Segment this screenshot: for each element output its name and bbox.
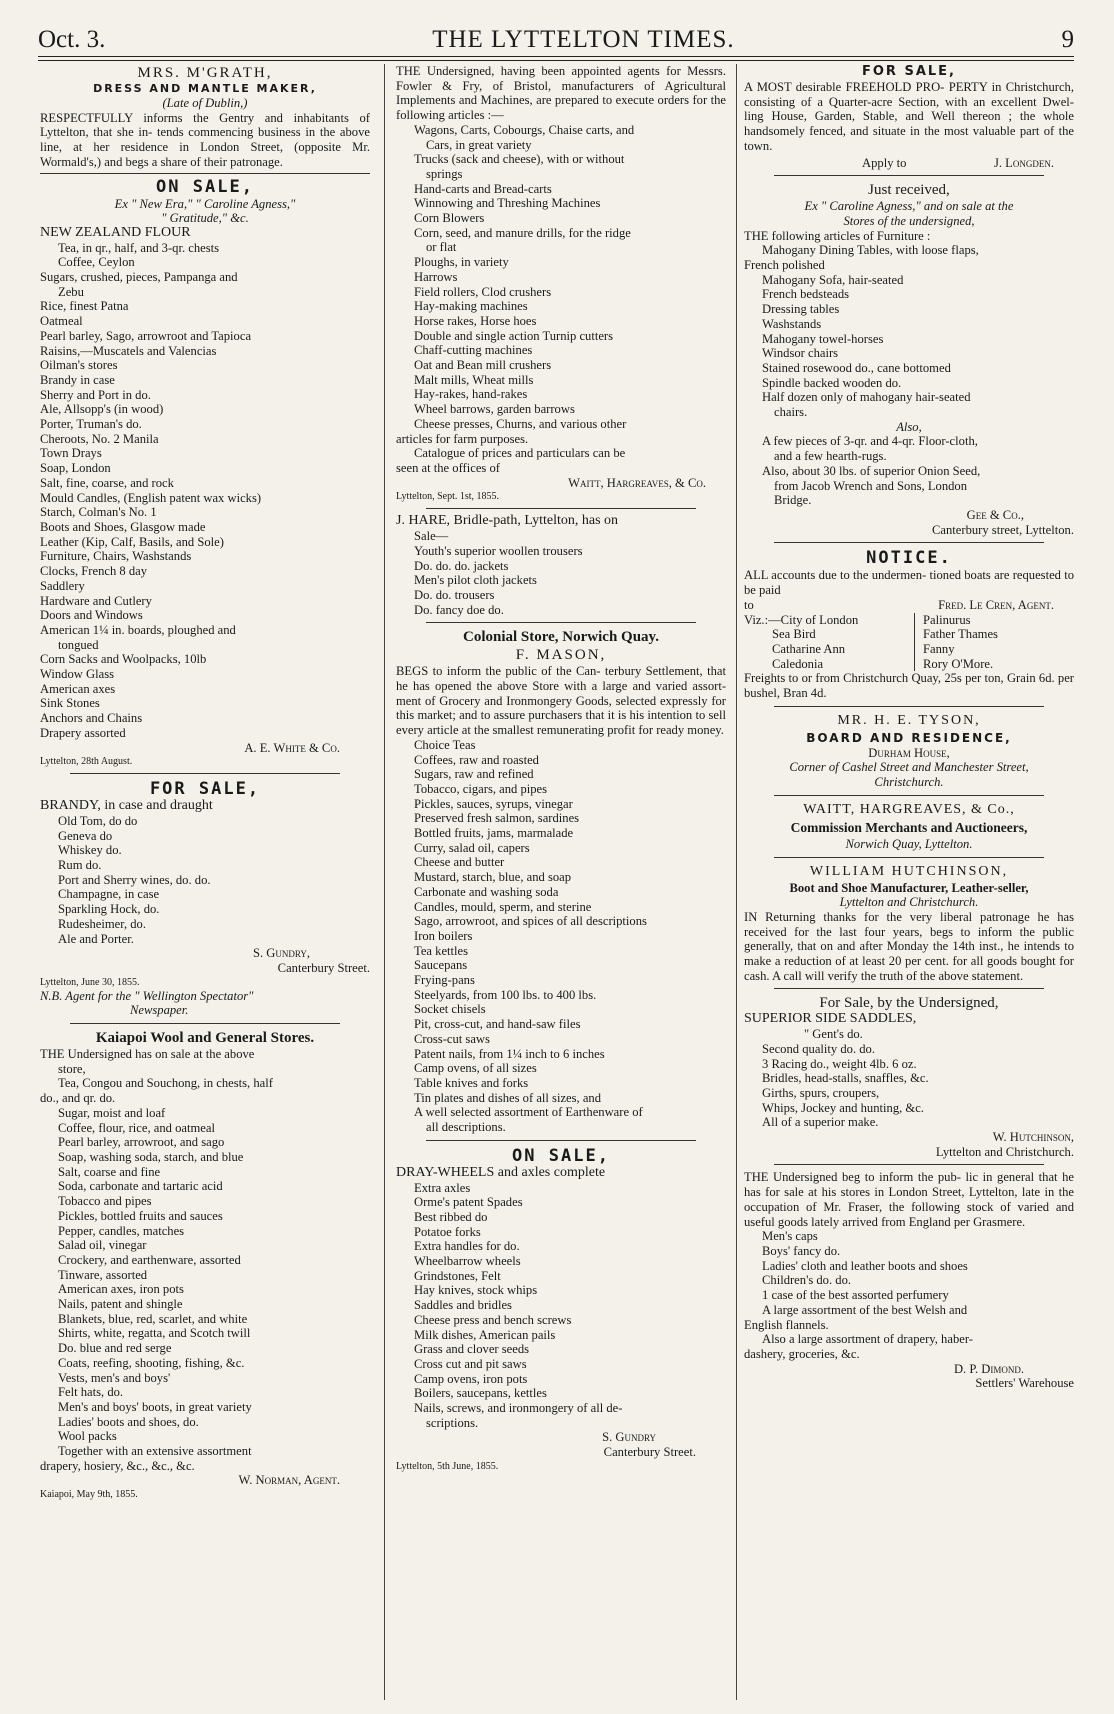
list-item: All of a superior make.: [762, 1115, 879, 1130]
list-item: Steelyards, from 100 lbs. to 400 lbs.: [414, 987, 597, 1002]
ad-freight: Freights to or from Christchurch Quay, 25s per ton, Grain 6d. per bushel, Bran 4d.: [744, 671, 1074, 701]
list-item: Sago, arrowroot, and spices of all descriptions: [414, 914, 647, 929]
list-item: Rice, finest Patna: [40, 299, 129, 314]
list-item: Youth's superior woollen trousers: [414, 543, 583, 558]
list-item: Whips, Jockey and hunting, &c.: [762, 1100, 924, 1115]
list-item: Winnowing and Threshing Machines: [414, 196, 601, 211]
ad-signature: Waitt, Hargreaves, & Co.: [568, 475, 706, 490]
list-item: Boys' fancy do.: [762, 1244, 841, 1258]
list-item: American axes, iron pots: [58, 1282, 184, 1297]
divider: [774, 175, 1044, 176]
list-item: Old Tom, do do: [58, 813, 138, 828]
list-item: Choice Teas: [414, 737, 476, 752]
list-item: Frying-pans: [414, 973, 475, 988]
list-item: Sherry and Port in do.: [40, 387, 151, 402]
ad-waitt-auctioneers: [744, 801, 1074, 852]
list-item: Drapery assorted: [40, 725, 126, 740]
list-item: Nails, screws, and ironmongery of all de-: [414, 1401, 623, 1416]
page-number: 9: [1061, 26, 1074, 53]
list-item: Camp ovens, iron pots: [414, 1371, 528, 1386]
ad-title: MRS. M'GRATH,: [137, 65, 273, 81]
list-item: Ladies' boots and shoes, do.: [58, 1414, 199, 1429]
ad-kaiapoi: [40, 1029, 370, 1501]
ad-forsale-gundry: [40, 779, 370, 1018]
ad-body: RESPECTFULLY informs the Gentry and inhabitants of Lyttelton, that she in- tends commencing business in the above line, at her residence in London Street, (opposite Mr. Wormald's,) and begs a share of their patronage.: [40, 110, 370, 169]
list-item: Stained rosewood do., cane bottomed: [762, 360, 951, 375]
list-item: BRANDY, in case and draught: [40, 798, 213, 814]
list-item: seen at the offices of: [396, 460, 500, 475]
list-item: or flat: [426, 240, 457, 255]
list-item: Tinware, assorted: [58, 1267, 148, 1282]
ad-hutchinson: [744, 863, 1074, 984]
ad-heading: FOR SALE,: [149, 779, 261, 800]
list-item: Soap, London: [40, 461, 111, 476]
list-item: Ladies' cloth and leather boots and shoes: [762, 1258, 968, 1273]
ad-ex-line: Ex " Caroline Agness," and on sale at the: [804, 199, 1014, 214]
list-item: Best ribbed do: [414, 1209, 488, 1224]
list-item: and a few hearth-rugs.: [774, 449, 887, 464]
list-item: Coffee, Ceylon: [58, 255, 135, 270]
ad-signature: W. Hutchinson,: [992, 1130, 1074, 1145]
divider: [774, 542, 1044, 543]
list-item: Cheese and butter: [414, 855, 505, 870]
divider: [774, 857, 1044, 858]
ad-address: Norwich Quay, Lyttelton.: [845, 836, 973, 851]
list-item: Horse rakes, Horse hoes: [414, 313, 537, 328]
divider: [426, 622, 696, 623]
column-1: [40, 64, 370, 1700]
ad-body: ALL accounts due to the undermen- tioned boats are requested to be paid: [744, 568, 1074, 598]
list-item: Coffees, raw and roasted: [414, 752, 539, 767]
list-item: Tobacco and pipes: [58, 1194, 152, 1209]
list-item: Boilers, saucepans, kettles: [414, 1386, 547, 1401]
ad-date: Lyttelton, 28th August.: [40, 756, 133, 768]
list-item: Cheese press and bench screws: [414, 1312, 572, 1327]
ad-origin: (Late of Dublin,): [162, 96, 248, 110]
list-item: English flannels.: [744, 1317, 829, 1332]
ad-heading: FOR SALE,: [862, 64, 956, 79]
list-item: American 1¼ in. boards, ploughed and: [40, 622, 236, 637]
ad-body: THE Undersigned, having been appointed agents for Messrs. Fowler & Fry, of Bristol, manufacturers of Agricultural Implements and Machines, are prepared to execute orders for the following articles :—: [396, 64, 726, 123]
column-2: [396, 64, 726, 1700]
column-rule-2: [736, 64, 737, 1700]
ad-to: to: [744, 597, 754, 612]
divider: [774, 1164, 1044, 1165]
newspaper-title: THE LYTTELTON TIMES.: [432, 26, 735, 53]
list-item: Windsor chairs: [762, 346, 839, 361]
ad-house: Durham House,: [868, 745, 950, 760]
list-item: Wagons, Carts, Cobourgs, Chaise carts, and: [414, 122, 635, 137]
list-item: Trucks (sack and cheese), with or without: [414, 152, 625, 167]
list-item: Whiskey do.: [58, 843, 122, 858]
ad-signature-address: Settlers' Warehouse: [975, 1376, 1074, 1391]
ad-date: Kaiapoi, May 9th, 1855.: [40, 1489, 138, 1501]
issue-date: Oct. 3.: [38, 26, 106, 53]
list-item: Do. blue and red serge: [58, 1341, 172, 1356]
ad-dimond: [744, 1170, 1074, 1391]
list-item: Cross-cut saws: [414, 1031, 490, 1046]
ad-colonial-store: [396, 628, 726, 1135]
list-item: Men's caps: [762, 1229, 818, 1244]
list-item: Field rollers, Clod crushers: [414, 284, 552, 299]
ad-address: Christchurch.: [874, 775, 944, 790]
boat-list-row: Sea Bird Father Thames: [772, 627, 998, 642]
list-item: Pearl barley, Sago, arrowroot and Tapioca: [40, 328, 252, 343]
list-item: Bridge.: [774, 493, 812, 508]
list-item: Carbonate and washing soda: [414, 884, 559, 899]
list-item: tongued: [58, 637, 99, 652]
ad-saddles: [744, 994, 1074, 1159]
list-item: THE Undersigned has on sale at the above: [40, 1047, 255, 1062]
list-item: Salt, coarse and fine: [58, 1164, 161, 1179]
ad-notice: [744, 548, 1074, 700]
ad-signature: Fred. Le Cren, Agent.: [938, 597, 1054, 612]
list-item: Tea, Congou and Souchong, in chests, half: [58, 1076, 273, 1091]
divider: [774, 706, 1044, 707]
list-item: Also, about 30 lbs. of superior Onion Seed,: [762, 463, 981, 478]
ad-mgrath: [40, 64, 370, 170]
list-item: 1 case of the best assorted perfumery: [762, 1288, 949, 1303]
ad-subtitle: Commission Merchants and Auctioneers,: [790, 819, 1028, 835]
list-item: Orme's patent Spades: [414, 1195, 523, 1210]
list-item: A well selected assortment of Earthenware of: [414, 1105, 643, 1120]
list-item: scriptions.: [426, 1415, 479, 1430]
column-rule-1: [384, 64, 385, 1700]
list-item: Men's pilot cloth jackets: [414, 573, 537, 588]
list-item: Patent nails, from 1¼ inch to 6 inches: [414, 1046, 605, 1061]
list-item: Together with an extensive assortment: [58, 1444, 252, 1459]
list-item: Blankets, blue, red, scarlet, and white: [58, 1311, 248, 1326]
ad-freehold: [744, 64, 1074, 170]
list-item: Coats, reefing, shooting, fishing, &c.: [58, 1355, 245, 1370]
masthead: [38, 20, 1074, 57]
ad-subtitle: BOARD AND RESIDENCE,: [806, 730, 1012, 745]
ad-ex-line: Stores of the undersigned,: [843, 213, 975, 228]
boat-list-row: Catharine Ann Fanny: [772, 641, 955, 656]
list-item: Table knives and forks: [414, 1076, 529, 1090]
ad-onsale-white: [40, 177, 370, 769]
list-item: Ale, Allsopp's (in wood): [40, 402, 164, 417]
ad-onsale-gundry: [396, 1146, 726, 1473]
list-item: Cars, in great variety: [426, 137, 532, 152]
list-item: Sugar, moist and loaf: [58, 1105, 166, 1120]
list-item: Rudesheimer, do.: [58, 916, 146, 931]
list-item: from Jacob Wrench and Sons, London: [774, 478, 968, 493]
list-item: DRAY-WHEELS and axles complete: [396, 1164, 606, 1180]
ad-signature: S. Gundry,: [252, 946, 310, 961]
list-item: NEW ZEALAND FLOUR: [40, 224, 191, 240]
list-item: Coffee, flour, rice, and oatmeal: [58, 1120, 215, 1135]
ad-waitt-implements: [396, 64, 726, 503]
list-item: Potatoe forks: [414, 1224, 481, 1239]
list-item: Oilman's stores: [40, 358, 118, 373]
list-item: Rum do.: [58, 858, 102, 873]
list-item: Hay-making machines: [414, 299, 528, 314]
list-item: Clocks, French 8 day: [40, 564, 148, 579]
list-item: Town Drays: [40, 446, 102, 461]
list-item: A large assortment of the best Welsh and: [762, 1302, 968, 1317]
list-item: THE following articles of Furniture :: [744, 228, 931, 243]
list-item: Do. do. do. jackets: [414, 558, 509, 573]
list-item: Pit, cross-cut, and hand-saw files: [414, 1017, 581, 1032]
list-item: Furniture, Chairs, Washstands: [40, 549, 192, 564]
list-item: Sugars, raw and refined: [414, 767, 534, 782]
ad-heading: Just received,: [868, 182, 950, 199]
list-item: Oatmeal: [40, 314, 83, 329]
list-item: Champagne, in case: [58, 887, 160, 902]
list-item: Wheelbarrow wheels: [414, 1254, 521, 1269]
ad-tyson: [744, 712, 1074, 790]
list-item: all descriptions.: [426, 1120, 506, 1135]
ad-signature-address: Canterbury Street.: [277, 960, 370, 975]
list-item: Grindstones, Felt: [414, 1268, 501, 1283]
list-item: Wool packs: [58, 1429, 117, 1444]
ad-signature: W. Norman, Agent.: [238, 1473, 340, 1488]
list-item: Ale and Porter.: [58, 931, 134, 946]
list-item: Chaff-cutting machines: [414, 343, 533, 358]
list-item: Corn, seed, and manure drills, for the ridge: [414, 225, 631, 240]
list-item: Tin plates and dishes of all sizes, and: [414, 1090, 602, 1105]
list-item: dashery, groceries, &c.: [744, 1346, 860, 1361]
list-item: Tobacco, cigars, and pipes: [414, 781, 548, 796]
list-item: Cheese presses, Churns, and various other: [414, 416, 627, 431]
list-item: Iron boilers: [414, 928, 473, 943]
list-item: SUPERIOR SIDE SADDLES,: [744, 1011, 917, 1027]
list-item: do., and qr. do.: [40, 1091, 116, 1106]
ad-body: A MOST desirable FREEHOLD PRO- PERTY in Christchurch, consisting of a Quarter-acre Section, with an excellent Dwel- ling House, Garden, Stable, and Well thereon ; the whole handsomely fenced, and situate in the most valuable part of the town.: [744, 80, 1074, 153]
divider: [426, 1140, 696, 1141]
ad-heading: ON SALE,: [512, 1145, 610, 1166]
list-item: Pearl barley, arrowroot, and sago: [58, 1135, 225, 1150]
list-item: Ploughs, in variety: [414, 255, 509, 270]
list-item: Anchors and Chains: [40, 711, 143, 726]
list-item: springs: [426, 166, 463, 181]
ad-body: BEGS to inform the public of the Can- terbury Settlement, that he has opened the above Store with a large and varied assort- ment of Grocery and Ironmongery Goods, selected expressly for this market; and to assure purchasers that it is his intention to sell every article at the smallest remunerating profit for ready money.: [396, 664, 726, 738]
list-item: Salt, fine, coarse, and rock: [40, 475, 174, 490]
ad-date: Lyttelton, 5th June, 1855.: [396, 1460, 499, 1472]
list-item: Hay-rakes, hand-rakes: [414, 387, 528, 402]
list-item: Catalogue of prices and particulars can be: [414, 446, 626, 461]
column-3: [744, 64, 1074, 1700]
ad-hare: [396, 514, 726, 617]
list-item: Extra axles: [414, 1180, 471, 1195]
ad-heading: Colonial Store, Norwich Quay.: [463, 629, 659, 646]
list-item: Zebu: [58, 284, 84, 299]
ad-furniture: [744, 181, 1074, 537]
boat-list-row: Caledonia Rory O'More.: [772, 656, 994, 671]
ad-also: Also,: [896, 419, 922, 434]
list-item: A few pieces of 3-qr. and 4-qr. Floor-cloth,: [762, 434, 978, 449]
ad-signature: J. Longden.: [993, 155, 1054, 170]
list-item: Port and Sherry wines, do. do.: [58, 872, 211, 887]
list-item: Porter, Truman's do.: [40, 417, 142, 432]
ad-apply: Apply to: [862, 155, 907, 170]
list-item: Mustard, starch, blue, and soap: [414, 870, 572, 885]
list-item: Bottled fruits, jams, marmalade: [414, 826, 574, 841]
ad-signature-address: Canterbury Street.: [603, 1445, 696, 1460]
list-item: Mould Candles, (English patent wax wicks): [40, 490, 262, 505]
list-item: Hand-carts and Bread-carts: [414, 181, 552, 196]
list-item: Oat and Bean mill crushers: [414, 358, 552, 373]
list-item: Window Glass: [40, 667, 115, 682]
list-item: Tea kettles: [414, 943, 469, 958]
ad-ex-line: " Gratitude," &c.: [161, 211, 249, 226]
list-item: Vests, men's and boys': [58, 1370, 171, 1385]
list-item: Malt mills, Wheat mills: [414, 372, 534, 387]
list-item: Shirts, white, regatta, and Scotch twill: [58, 1326, 251, 1341]
list-item: Do. do. trousers: [414, 587, 495, 602]
ad-title: F. MASON,: [515, 647, 607, 664]
ad-body: IN Returning thanks for the very liberal patronage he has received for the last four years, begs to inform the public generally, that on and after Monday the 14th inst., he intends to make a reduction of at least 20 per cent. for all goods bought for cash. A call will verify the truth of the above statement.: [744, 909, 1074, 983]
list-item: Felt hats, do.: [58, 1385, 124, 1400]
list-item: Also a large assortment of drapery, haber-: [762, 1332, 973, 1347]
ad-subtitle: Boot and Shoe Manufacturer, Leather-seller,: [789, 880, 1029, 895]
list-item: Salad oil, vinegar: [58, 1238, 147, 1253]
list-item: Second quality do. do.: [762, 1041, 875, 1056]
list-item: Double and single action Turnip cutters: [414, 328, 614, 343]
list-item: Preserved fresh salmon, sardines: [414, 811, 580, 826]
list-item: French bedsteads: [762, 287, 850, 302]
list-item: Boots and Shoes, Glasgow made: [40, 519, 206, 534]
divider: [426, 508, 696, 509]
ad-address: Corner of Cashel Street and Manchester Street,: [789, 760, 1029, 775]
ad-date: Lyttelton, Sept. 1st, 1855.: [396, 491, 500, 503]
list-item: Curry, salad oil, capers: [414, 840, 530, 855]
list-item: Candles, mould, sperm, and sterine: [414, 899, 592, 914]
list-item: French polished: [744, 258, 825, 273]
boat-list-row: Viz.:—City of London Palinurus: [744, 612, 971, 627]
list-item: Pepper, candles, matches: [58, 1223, 185, 1238]
list-item: Socket chisels: [414, 1002, 486, 1017]
list-item: 3 Racing do., weight 4lb. 6 oz.: [762, 1056, 917, 1071]
list-item: Half dozen only of mahogany hair-seated: [762, 390, 971, 405]
masthead-rule: [38, 60, 1074, 61]
list-item: Saddlery: [40, 578, 85, 593]
list-item: Men's and boys' boots, in great variety: [58, 1399, 252, 1414]
list-item: Corn Sacks and Woolpacks, 10lb: [40, 652, 207, 667]
list-item: Children's do. do.: [762, 1273, 852, 1288]
list-item: Washstands: [762, 316, 822, 331]
list-item: drapery, hosiery, &c., &c., &c.: [40, 1458, 195, 1473]
list-item: Mahogany towel-horses: [762, 331, 884, 346]
list-item: Nails, patent and shingle: [58, 1297, 183, 1312]
list-item: Crockery, and earthenware, assorted: [58, 1252, 241, 1267]
ad-note: Newspaper.: [130, 1003, 189, 1018]
list-item: Saddles and bridles: [414, 1298, 512, 1313]
ad-heading: Kaiapoi Wool and General Stores.: [95, 1030, 315, 1047]
list-item: Do. fancy doe do.: [414, 602, 504, 617]
list-item: Mahogany Sofa, hair-seated: [762, 272, 904, 287]
list-item: Camp ovens, of all sizes: [414, 1061, 537, 1076]
ad-heading: NOTICE.: [866, 548, 952, 569]
list-item: Corn Blowers: [414, 211, 485, 226]
ad-title: WAITT, HARGREAVES, & Co.,: [803, 801, 1015, 817]
divider: [70, 773, 340, 774]
divider: [40, 173, 370, 174]
list-item: Milk dishes, American pails: [414, 1327, 556, 1342]
list-item: Hardware and Cutlery: [40, 593, 152, 608]
ad-signature: D. P. Dimond.: [953, 1361, 1024, 1376]
list-item: Geneva do: [58, 828, 113, 843]
list-item: Pickles, bottled fruits and sauces: [58, 1208, 223, 1223]
list-item: Sink Stones: [40, 696, 100, 711]
list-item: Tea, in qr., half, and 3-qr. chests: [58, 240, 220, 255]
list-item: Soap, washing soda, starch, and blue: [58, 1150, 244, 1164]
list-item: Leather (Kip, Calf, Basils, and Sole): [40, 534, 224, 549]
list-item: Cross cut and pit saws: [414, 1356, 527, 1371]
ad-signature: S. Gundry: [602, 1430, 656, 1445]
list-item: Sale—: [414, 529, 449, 544]
list-item: American axes: [40, 681, 116, 696]
list-item: Wheel barrows, garden barrows: [414, 402, 575, 417]
ad-signature-address: Canterbury street, Lyttelton.: [932, 522, 1074, 537]
list-item: Harrows: [414, 269, 458, 284]
ad-heading: ON SALE,: [156, 176, 254, 197]
ad-title: MR. H. E. TYSON,: [837, 712, 981, 728]
list-item: Cheroots, No. 2 Manila: [40, 431, 159, 446]
list-item: Pickles, sauces, syrups, vinegar: [414, 796, 573, 811]
ad-title: WILLIAM HUTCHINSON,: [809, 863, 1009, 879]
ad-signature: Gee & Co.,: [966, 507, 1024, 522]
list-item: Extra handles for do.: [414, 1239, 520, 1254]
list-item: Dressing tables: [762, 302, 840, 317]
list-item: Sugars, crushed, pieces, Pampanga and: [40, 270, 238, 285]
ad-body: THE Undersigned beg to inform the pub- lic in general that he has for sale at his stores in London Street, Lyttelton, late in the occupation of Mr. Fraser, the following stock of varied and useful goods lately arrived from England per Grasmere.: [744, 1170, 1074, 1229]
divider: [774, 988, 1044, 989]
list-item: Soda, carbonate and tartaric acid: [58, 1179, 223, 1194]
list-item: Mahogany Dining Tables, with loose flaps,: [762, 243, 979, 258]
ad-signature-address: Lyttelton and Christchurch.: [935, 1144, 1074, 1159]
list-item: Spindle backed wooden do.: [762, 375, 902, 390]
ad-heading: For Sale, by the Undersigned,: [819, 995, 999, 1012]
ad-date: Lyttelton, June 30, 1855.: [40, 976, 140, 988]
list-item: Hay knives, stock whips: [414, 1283, 538, 1298]
list-item: Sparkling Hock, do.: [58, 902, 160, 917]
list-item: Raisins,—Muscatels and Valencias: [40, 343, 217, 358]
list-item: Grass and clover seeds: [414, 1342, 530, 1357]
ad-ex-line: Ex " New Era," " Caroline Agness,": [114, 196, 296, 211]
ad-signature: A. E. White & Co.: [244, 740, 340, 755]
list-item: J. HARE, Bridle-path, Lyttelton, has on: [396, 513, 619, 529]
list-item: " Gent's do.: [804, 1027, 863, 1042]
list-item: store,: [58, 1061, 86, 1076]
list-item: Brandy in case: [40, 372, 115, 387]
divider: [70, 1023, 340, 1024]
ad-subtitle: DRESS AND MANTLE MAKER,: [93, 82, 317, 95]
list-item: articles for farm purposes.: [396, 431, 529, 446]
list-item: Girths, spurs, croupers,: [762, 1085, 880, 1100]
ad-note: N.B. Agent for the " Wellington Spectator": [40, 988, 254, 1003]
list-item: Doors and Windows: [40, 608, 143, 623]
list-item: Starch, Colman's No. 1: [40, 505, 157, 520]
divider: [774, 795, 1044, 796]
list-item: Bridles, head-stalls, snaffles, &c.: [762, 1071, 929, 1086]
ad-address: Lyttelton and Christchurch.: [839, 895, 979, 910]
list-item: Saucepans: [414, 958, 468, 973]
list-item: chairs.: [774, 405, 808, 420]
